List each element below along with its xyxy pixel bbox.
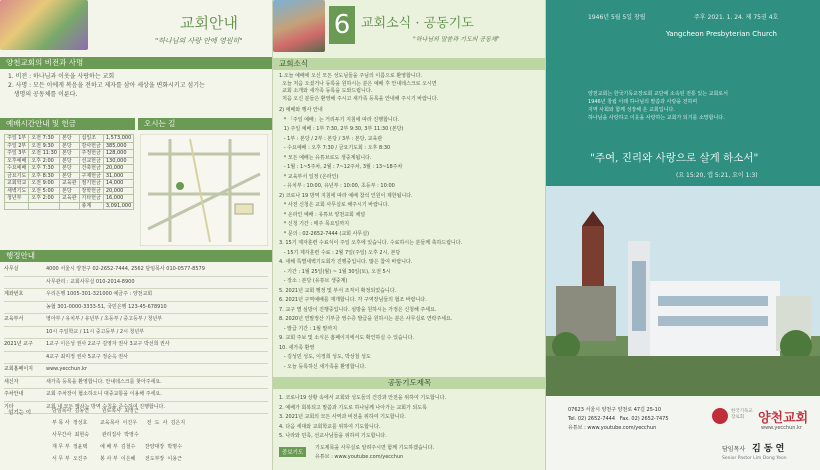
table-cell: 주일 1부 bbox=[5, 135, 29, 143]
table-row bbox=[5, 195, 134, 203]
news-intro-line: 1.오늘 예배에 오신 모든 성도님들을 주님의 이름으로 환영합니다. bbox=[279, 73, 423, 79]
admin-row bbox=[4, 389, 268, 402]
admin-row-label: 교회홈페이지 bbox=[4, 366, 33, 372]
panel-cover bbox=[545, 0, 820, 470]
worship-header: 예배시간안내 및 헌금 bbox=[0, 118, 135, 130]
prayer-item: 4. 다음 세대와 교회학교를 위하여 기도합니다. bbox=[279, 423, 381, 430]
table-cell bbox=[5, 202, 29, 210]
table-cell: 오후 2:00 bbox=[29, 157, 60, 165]
table-cell: 건축헌금 bbox=[79, 165, 103, 173]
admin-row-label: 주차안내 bbox=[4, 391, 24, 397]
table-row bbox=[5, 172, 134, 180]
admin-list bbox=[4, 264, 268, 414]
address-line: 07623 서울시 양천구 양천로 47길 25-10 bbox=[568, 407, 662, 413]
church-english-name: Yangcheon Presbyterian Church bbox=[666, 30, 777, 38]
church-name: 양천교회 bbox=[758, 411, 809, 426]
staff-row: 서 무 부 오진주 봉 사 부 이은혜 전도부장 이용근 bbox=[52, 456, 182, 462]
admin-row bbox=[4, 289, 268, 302]
table-cell: 130,000 bbox=[103, 157, 133, 165]
section-number: 6 bbox=[329, 6, 355, 44]
table-row bbox=[5, 150, 134, 158]
pastor-label: 담임목사 bbox=[722, 446, 746, 453]
panel-church-news bbox=[272, 0, 545, 470]
table-cell: 주일 2부 bbox=[5, 142, 29, 150]
vision-line: 2. 사명 : 모든 이에게 복음을 전하고 제자를 삼아 세상을 변화시키고 섬기는 bbox=[8, 82, 205, 89]
vision-header: 양천교회의 비전과 사명 bbox=[0, 57, 272, 69]
table-cell: 본당 bbox=[60, 165, 80, 173]
admin-row bbox=[4, 314, 268, 327]
prayer-list bbox=[279, 394, 446, 442]
prayer-item: 1. 코로나19 상황 속에서 교회와 성도들의 건강과 안전을 위하여 기도합니다. bbox=[279, 395, 447, 401]
table-cell: 오후 7:30 bbox=[29, 165, 60, 173]
prayer-item: 5. 나라와 민족, 선교사님들을 위하여 기도합니다. bbox=[279, 433, 387, 439]
news-item: - 오늘 등록하신 새가족을 환영합니다. bbox=[279, 363, 366, 370]
table-row bbox=[5, 165, 134, 173]
news-list bbox=[279, 106, 462, 372]
table-cell: 본당 bbox=[60, 142, 80, 150]
admin-row bbox=[4, 327, 268, 340]
table-cell: 청년부 bbox=[5, 195, 29, 203]
pastor-english: Senior Pastor Lim Dong Yeon bbox=[722, 456, 787, 461]
news-intro-line: 처음 오신 분들은 환영해 주시고 새가족 등록을 안내해 주시기 바랍니다. bbox=[279, 95, 439, 102]
table-cell: 20,000 bbox=[103, 187, 133, 195]
table-cell: 1,573,000 bbox=[103, 135, 133, 143]
admin-row bbox=[4, 339, 268, 352]
table-cell: 본당 bbox=[60, 157, 80, 165]
children-photo bbox=[0, 0, 88, 50]
intercession-label: 중보기도 bbox=[279, 447, 306, 457]
admin-row bbox=[4, 264, 268, 277]
admin-row-value: 1교구 이은성 권사 2교구 김영자 권사 3교구 박선희 권사 bbox=[46, 341, 170, 347]
table-cell: 장학헌금 bbox=[79, 187, 103, 195]
map-header: 오시는 길 bbox=[138, 118, 272, 130]
verse-reference: (요 15:20, 엡 5:21, 요이 1:3) bbox=[676, 172, 758, 179]
news-item: 9. 교회 주보 및 소식은 홈페이지에서도 확인하실 수 있습니다. bbox=[279, 335, 414, 341]
staff-row: 담임목사 김동연 원로목사 최영근 bbox=[52, 408, 139, 414]
table-cell: 오전 11:30 bbox=[29, 150, 60, 158]
table-cell: 오후예배 bbox=[5, 157, 29, 165]
news-item: 2) 코로나 19 방역 지침에 따라 예배 참석 인원이 제한됩니다. bbox=[279, 192, 413, 199]
news-item: 2) 예배와 행사 안내 bbox=[279, 107, 323, 113]
table-cell: 오전 9:30 bbox=[29, 142, 60, 150]
table-cell: 기타헌금 bbox=[79, 195, 103, 203]
admin-row-value: 우리은행 1005-301-321000 예금주 : 양천교회 bbox=[46, 291, 153, 297]
admin-row-value: 농협 301-0000-3333-51, 국민은행 123-45-678910 bbox=[46, 303, 167, 310]
news-item: - 1부 : 본당 / 2부 : 본당 / 3부 : 본당, 교육관 bbox=[279, 135, 383, 142]
news-item: - 발급 기간 : 1월 말까지 bbox=[279, 325, 338, 332]
table-cell: 수요예배 bbox=[5, 165, 29, 173]
table-row bbox=[5, 180, 134, 188]
table-row bbox=[5, 187, 134, 195]
table-cell: 교육관 bbox=[60, 195, 80, 203]
table-cell: 선교헌금 bbox=[79, 157, 103, 165]
admin-row-label bbox=[4, 302, 46, 314]
news-intro bbox=[279, 73, 438, 103]
admin-row bbox=[4, 302, 268, 315]
table-cell: 20,000 bbox=[103, 165, 133, 173]
table-cell: 교육관 bbox=[60, 180, 80, 188]
admin-row-value: 4000 서울시 양천구 02-2652-7444, 2562 담임목사 010-0577-8579 bbox=[46, 266, 205, 272]
news-item: 10. 새가족 환영 bbox=[279, 344, 315, 351]
news-item: - 15기 제자훈련 수료 : 2월 7일(주일) 오후 2시, 본당 bbox=[279, 249, 401, 256]
table-cell: 구제헌금 bbox=[79, 172, 103, 180]
table-cell: 오전 5:00 bbox=[29, 187, 60, 195]
table-row bbox=[5, 157, 134, 165]
table-cell: 절기헌금 bbox=[79, 180, 103, 188]
news-item: - 김성민 성도, 이정희 성도, 박상철 성도 bbox=[279, 354, 371, 360]
intro-line: 지역 사회와 함께 성장해 온 교회입니다. bbox=[588, 107, 675, 113]
admin-row-label bbox=[4, 277, 46, 289]
news-subtitle: "하나님의 말씀과 기도의 공동체" bbox=[413, 36, 500, 43]
admin-row-label: 교육부서 bbox=[4, 316, 24, 322]
footer-line: 유튜브 : www.youtube.com/yecchun bbox=[315, 454, 404, 460]
table-cell: 오전 7:30 bbox=[29, 135, 60, 143]
news-intro-line: 오늘 처음 오셨거나 등록을 원하시는 분은 예배 후 안내데스크로 오시면 bbox=[279, 80, 437, 87]
church-website: www.yecchun.kr bbox=[761, 425, 802, 431]
table-cell: 금요기도 bbox=[5, 172, 29, 180]
table-cell: 본당 bbox=[60, 150, 80, 158]
members-photo bbox=[273, 0, 325, 52]
news-item: * 신청 기간 : 매주 목요일까지 bbox=[279, 221, 350, 227]
table-row bbox=[5, 202, 134, 210]
staff-label: 섬기는 이 bbox=[8, 410, 32, 416]
news-item: * 사전 신청은 교회 사무실로 해주시기 바랍니다. bbox=[279, 202, 390, 208]
news-item: 3. 15기 제자훈련 수료식이 주일 오후에 있습니다. 수료하시는 분들께 축하드립니다. bbox=[279, 240, 463, 246]
admin-row-label: 새신자 bbox=[4, 378, 19, 385]
table-cell: 본당 bbox=[60, 172, 80, 180]
news-intro-line: 교회 소개와 새가족 등록을 도와드립니다. bbox=[279, 88, 373, 94]
vision-line: 생명의 공동체를 이룬다. bbox=[8, 91, 78, 98]
news-item: - 1월 : 1~5주차, 2월 : 7~12주차, 3월 : 13~18주차 bbox=[279, 164, 403, 170]
panel-church-info bbox=[0, 0, 272, 470]
table-cell: 오후 2:00 bbox=[29, 195, 60, 203]
news-item: 4. 새해 특별새벽기도회가 진행중입니다. 많은 참여 바랍니다. bbox=[279, 259, 413, 265]
table-cell: 총계 bbox=[79, 202, 103, 210]
address-line: Tel. 02) 2652-7444 Fax. 02) 2652-7475 bbox=[568, 416, 669, 422]
news-item: * 모든 예배는 유튜브로도 생중계됩니다. bbox=[279, 154, 372, 161]
church-building-photo bbox=[546, 186, 820, 396]
staff-row: 부 목 사 정성호 교육목사 이진우 전 도 사 김은지 bbox=[52, 420, 186, 426]
table-cell: 16,000 bbox=[103, 195, 133, 203]
news-item: * 문의 : 02-2652-7444 (교회 사무실) bbox=[279, 230, 370, 237]
worship-table bbox=[4, 134, 134, 210]
table-cell: 14,000 bbox=[103, 180, 133, 188]
table-cell: 새벽기도 bbox=[5, 187, 29, 195]
news-item: - 유치부 : 10:00, 유년부 : 10:00, 초등부 : 10:00 bbox=[279, 183, 395, 189]
vision-text bbox=[8, 72, 205, 99]
intro-text bbox=[588, 90, 728, 122]
news-item: * 교육부서 일정 (온라인) bbox=[279, 173, 339, 180]
table-cell: 오후 8:30 bbox=[29, 172, 60, 180]
issue-info: 주후 2021. 1. 24. 제 75권 4호 bbox=[694, 14, 779, 21]
church-logo-icon bbox=[712, 408, 728, 424]
intro-line: 하나님을 사랑하고 이웃을 사랑하는 교회가 되기를 소망합니다. bbox=[588, 115, 725, 121]
admin-row-label: 계좌번호 bbox=[4, 291, 24, 297]
table-cell: 주정헌금 bbox=[79, 150, 103, 158]
table-cell: 십일조 bbox=[79, 135, 103, 143]
admin-row-value: 교회 내 모든 행사는 방역 수칙을 준수하여 진행합니다. bbox=[46, 403, 165, 410]
table-cell: 주일 3부 bbox=[5, 150, 29, 158]
table-cell: 감사헌금 bbox=[79, 142, 103, 150]
news-item: - 수요예배 : 오후 7:30 / 금요기도회 : 오후 8:30 bbox=[279, 145, 391, 151]
table-cell: 본당 bbox=[60, 187, 80, 195]
founded-date: 1946년 5월 5일 창립 bbox=[588, 14, 646, 21]
table-row bbox=[5, 142, 134, 150]
news-item: 5. 2021년 교회 행정 및 부서 조직이 확정되었습니다. bbox=[279, 287, 397, 294]
admin-row-label bbox=[4, 327, 46, 339]
news-item: * 「주일 예배」는 거리두기 지침에 따라 진행합니다. bbox=[279, 116, 400, 123]
admin-row-value: 4교구 최미정 권사 5교구 정순옥 권사 bbox=[46, 353, 128, 360]
table-cell bbox=[29, 202, 60, 210]
table-cell: 본당 bbox=[60, 135, 80, 143]
table-cell: 128,000 bbox=[103, 150, 133, 158]
admin-row-label: 사무실 bbox=[4, 266, 19, 272]
admin-row-value: 새가족 등록을 환영합니다. 안내데스크를 찾아주세요. bbox=[46, 378, 162, 385]
intro-line: 1946년 창립 이래 하나님의 말씀과 사랑을 전하며 bbox=[588, 99, 698, 105]
news-title: 교회소식 · 공동기도 bbox=[361, 16, 474, 31]
prayer-header: 공동기도제목 bbox=[273, 377, 545, 389]
table-cell: 교회학교 bbox=[5, 180, 29, 188]
table-row bbox=[5, 135, 134, 143]
prayer-item: 2. 예배가 회복되고 말씀과 기도로 하나님께 나아가는 교회가 되도록 bbox=[279, 404, 427, 411]
admin-header: 행정안내 bbox=[0, 250, 272, 262]
footer-text bbox=[315, 444, 434, 462]
news-item: 7. 교구 별 심방이 진행중입니다. 심방을 원하시는 가정은 신청해 주세요. bbox=[279, 306, 437, 313]
admin-row-value: www.yecchun.kr bbox=[46, 366, 87, 372]
table-cell: 385,000 bbox=[103, 142, 133, 150]
admin-row-value: 교회 주차장이 협소하오니 대중교통을 이용해 주세요. bbox=[46, 391, 162, 397]
table-cell bbox=[60, 202, 80, 210]
footer-line: 기도제목을 사무실로 알려주시면 함께 기도하겠습니다. bbox=[315, 445, 435, 451]
admin-row-label bbox=[4, 352, 46, 364]
table-cell: 3,091,000 bbox=[103, 202, 133, 210]
news-item: 1) 주일 예배 : 1부 7:30, 2부 9:30, 3부 11:30 (본당) bbox=[279, 126, 404, 132]
vision-line: 1. 비전 : 하나님과 이웃을 사랑하는 교회 bbox=[8, 73, 115, 80]
staff-row: 재 무 부 정윤택 예 배 부 김철수 찬양대장 박명수 bbox=[52, 444, 182, 450]
admin-row bbox=[4, 364, 268, 377]
map-diagram bbox=[140, 134, 268, 246]
intro-line: 양천교회는 한국기독교장로회 교단에 소속된 전통 있는 교회로서 bbox=[588, 91, 728, 97]
staff-row: 사무간사 최현숙 관리집사 박영수 bbox=[52, 432, 139, 438]
church-location-icon bbox=[176, 182, 184, 190]
address-line: 유튜브 : www.youtube.com/yecchun bbox=[568, 425, 657, 431]
admin-row-label: 2021년 교구 bbox=[4, 341, 33, 347]
page-subtitle: "하나님의 사랑 안에 영원히" bbox=[155, 37, 243, 45]
news-item: 6. 2021년 구역예배를 재개합니다. 각 구역장님들의 협조 바랍니다. bbox=[279, 297, 427, 303]
admin-row-value: 10시 주일학교 / 11시 중고등부 / 2시 청년부 bbox=[46, 328, 145, 335]
staff-list bbox=[52, 405, 185, 465]
church-address bbox=[568, 406, 669, 433]
admin-row bbox=[4, 277, 268, 290]
news-item: - 기간 : 1월 25일(월) ~ 1월 30일(토), 오전 5시 bbox=[279, 268, 391, 275]
admin-row-value: 영아부 / 유치부 / 유년부 / 초등부 / 중고등부 / 청년부 bbox=[46, 316, 163, 322]
table-cell: 31,000 bbox=[103, 172, 133, 180]
news-header: 교회소식 bbox=[273, 58, 545, 70]
admin-row bbox=[4, 377, 268, 390]
admin-row-value: 사무관리 : 교회사무실 010-2014-8900 bbox=[46, 278, 135, 285]
news-item: 8. 2020년 연말정산 기부금 영수증 발급을 원하시는 분은 사무실로 연락주세요. bbox=[279, 316, 453, 322]
page-title: 교회안내 bbox=[180, 14, 238, 32]
prayer-item: 3. 2021년 교회의 모든 사역과 비전을 위하여 기도합니다. bbox=[279, 414, 406, 420]
admin-row bbox=[4, 352, 268, 365]
verse-text: "주여, 진리와 사랑으로 살게 하소서" bbox=[590, 152, 759, 164]
denomination-name: 한국기독교장로회 bbox=[731, 409, 753, 420]
pastor-name: 김 동 연 bbox=[752, 444, 785, 454]
admin-row-label: 기타 bbox=[4, 403, 14, 410]
table-cell: 오전 9:00 bbox=[29, 180, 60, 188]
news-item: - 장소 : 본당 (유튜브 생중계) bbox=[279, 278, 348, 284]
news-item: * 온라인 예배 : 유튜브 양천교회 채널 bbox=[279, 211, 366, 218]
